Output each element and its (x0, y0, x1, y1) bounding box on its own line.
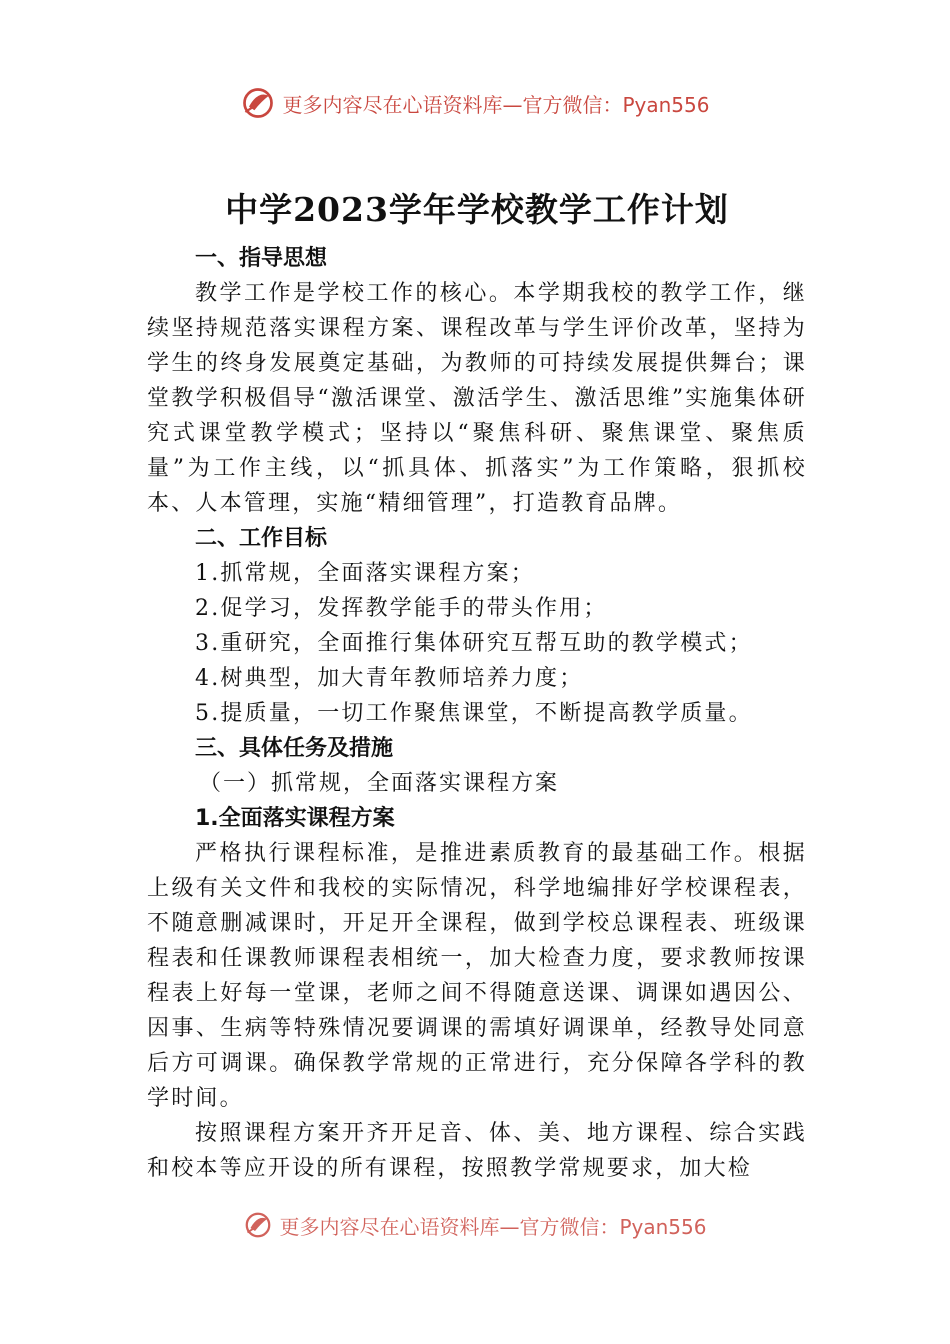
section-heading-2: 二、工作目标 (195, 526, 328, 551)
goal-item-2: 2.促学习，发挥教学能手的带头作用； (195, 596, 608, 621)
document-page (147, 180, 807, 1186)
watermark-text: 更多内容尽在心语资料库—官方微信：Pyan556 (282, 92, 710, 117)
document-title: 中学2023学年学校教学工作计划 (225, 190, 729, 229)
watermark-header (0, 82, 950, 124)
goal-item-4: 4.树典型，加大青年教师培养力度； (195, 666, 584, 691)
watermark-footer (0, 1208, 950, 1242)
goal-item-1: 1.抓常规，全面落实课程方案； (195, 561, 535, 586)
section3-paragraph-2: 按照课程方案开齐开足音、体、美、地方课程、综合实践和校本等应开设的所有课程，按照教学常规要求，加大检 (147, 1121, 807, 1181)
goal-item-3: 3.重研究，全面推行集体研究互帮互助的教学模式； (195, 631, 753, 656)
watermark-text-footer: 更多内容尽在心语资料库—官方微信：Pyan556 (279, 1214, 707, 1239)
subsubsection-heading-1: 1.全面落实课程方案 (195, 806, 395, 831)
brand-logo-icon (240, 85, 276, 121)
section-heading-3: 三、具体任务及措施 (195, 736, 394, 761)
section3-paragraph-1: 严格执行课程标准，是推进素质教育的最基础工作。根据上级有关文件和我校的实际情况，科学地编排好学校课程表，不随意删减课时，开足开全课程，做到学校总课程表、班级课程表和任课教师课程表相统一，加大检查力度，要求教师按课程表上好每一堂课，老师之间不得随意送课、调课如遇因公、因事、生病等特殊情况要调课的需填好调课单，经教导处同意后方可调课。确保教学常规的正常进行，充分保障各学科的教学时间。 (147, 841, 807, 1111)
section-paragraph-1: 教学工作是学校工作的核心。本学期我校的教学工作，继续坚持规范落实课程方案、课程改革与学生评价改革，坚持为学生的终身发展奠定基础，为教师的可持续发展提供舞台；课堂教学积极倡导“激活课堂、激活学生、激活思维”实施集体研究式课堂教学模式；坚持以“聚焦科研、聚焦课堂、聚焦质量”为工作主线，以“抓具体、抓落实”为工作策略，狠抓校本、人本管理，实施“精细管理”，打造教育品牌。 (147, 281, 807, 516)
brand-logo-icon (243, 1210, 273, 1240)
goal-item-5: 5.提质量，一切工作聚焦课堂，不断提高教学质量。 (195, 701, 753, 726)
section-heading-1: 一、指导思想 (195, 246, 328, 271)
subsection-heading-1: （一）抓常规，全面落实课程方案 (199, 771, 560, 796)
